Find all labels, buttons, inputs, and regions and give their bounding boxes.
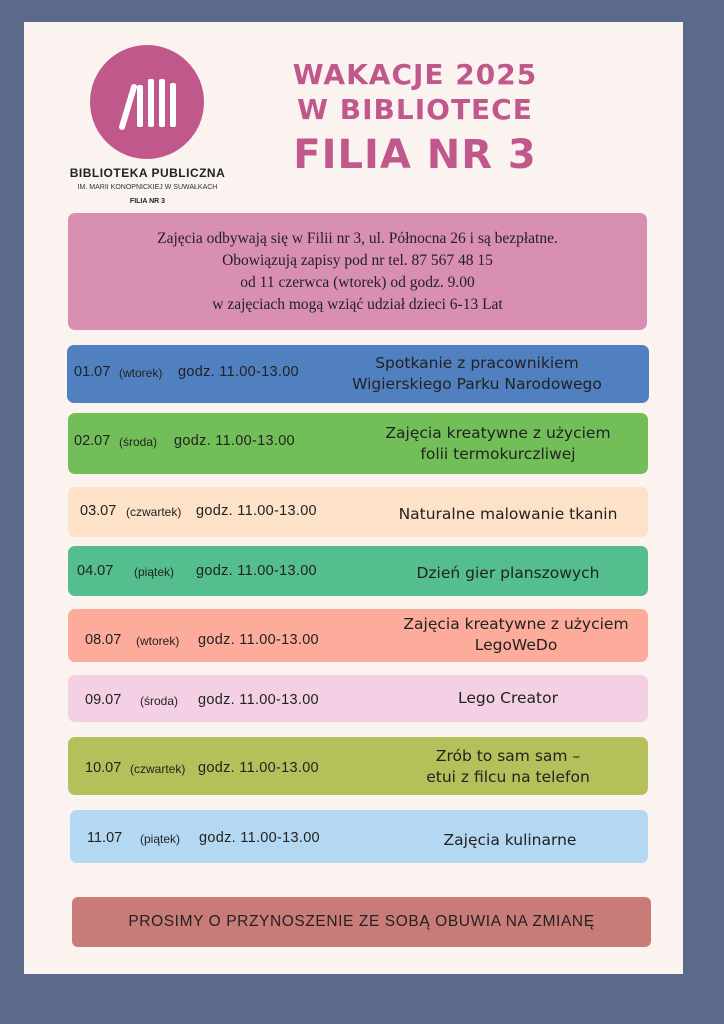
event-description: Naturalne malowanie tkanin [398, 505, 618, 523]
event-date: 08.07 [85, 632, 122, 648]
info-box [68, 213, 647, 330]
library-logo [90, 45, 204, 159]
event-hours: godz. 11.00-13.00 [198, 760, 319, 776]
event-row [68, 609, 648, 662]
event-date: 04.07 [77, 563, 114, 579]
event-day: (wtorek) [119, 366, 163, 380]
event-row [70, 810, 648, 863]
library-branch: FILIA NR 3 [129, 198, 166, 205]
event-date: 10.07 [85, 760, 122, 776]
event-description: Zajęcia kreatywne z użyciem LegoWeDo [403, 615, 629, 654]
library-name: BIBLIOTEKA PUBLICZNA [69, 166, 226, 180]
event-day: (czwartek) [126, 505, 182, 519]
event-hours: godz. 11.00-13.00 [178, 364, 299, 380]
event-row [68, 675, 648, 722]
info-line-1: Zajęcia odbywają się w Filii nr 3, ul. Północna 26 i są bezpłatne. [157, 229, 558, 247]
event-day: (środa) [119, 435, 158, 449]
event-day: (czwartek) [130, 762, 186, 776]
title-line-2: W BIBLIOTECE [297, 93, 533, 126]
event-hours: godz. 11.00-13.00 [198, 692, 319, 708]
event-date: 09.07 [85, 692, 122, 708]
books-icon [90, 45, 204, 159]
event-day: (piątek) [134, 565, 175, 579]
event-hours: godz. 11.00-13.00 [174, 433, 295, 449]
event-description: Lego Creator [458, 689, 558, 707]
event-description: Zajęcia kulinarne [443, 831, 577, 849]
event-hours: godz. 11.00-13.00 [198, 632, 319, 648]
event-row [68, 546, 648, 596]
info-line-2: Obowiązują zapisy pod nr tel. 87 567 48 15 [222, 251, 493, 269]
event-date: 02.07 [74, 433, 111, 449]
event-hours: godz. 11.00-13.00 [196, 503, 317, 519]
event-row [67, 345, 649, 403]
event-day: (piątek) [140, 832, 181, 846]
event-date: 01.07 [74, 364, 111, 380]
event-date: 11.07 [87, 830, 123, 846]
event-row [68, 487, 648, 537]
footer-notice: PROSIMY O PRZYNOSZENIE ZE SOBĄ OBUWIA NA ZMIANĘ [72, 897, 651, 947]
event-description: Spotkanie z pracownikiem Wigierskiego Parku Narodowego [352, 354, 602, 393]
event-description: Zrób to sam sam – etui z filcu na telefon [426, 747, 590, 786]
library-subtitle: IM. MARII KONOPNICKIEJ W SUWAŁKACH [77, 184, 218, 191]
title-line-1: WAKACJE 2025 [292, 58, 538, 91]
event-date: 03.07 [80, 503, 117, 519]
event-description: Zajęcia kreatywne z użyciem folii termokurczliwej [385, 424, 611, 463]
event-hours: godz. 11.00-13.00 [196, 563, 317, 579]
event-row [68, 413, 648, 474]
event-hours: godz. 11.00-13.00 [199, 830, 320, 846]
event-row [68, 737, 648, 795]
event-day: (środa) [140, 694, 179, 708]
info-line-4: w zajęciach mogą wziąć udział dzieci 6-13 Lat [212, 295, 503, 313]
info-line-3: od 11 czerwca (wtorek) od godz. 9.00 [240, 273, 475, 291]
event-description: Dzień gier planszowych [416, 564, 600, 582]
title-line-3: FILIA NR 3 [293, 132, 537, 178]
event-day: (wtorek) [136, 634, 180, 648]
